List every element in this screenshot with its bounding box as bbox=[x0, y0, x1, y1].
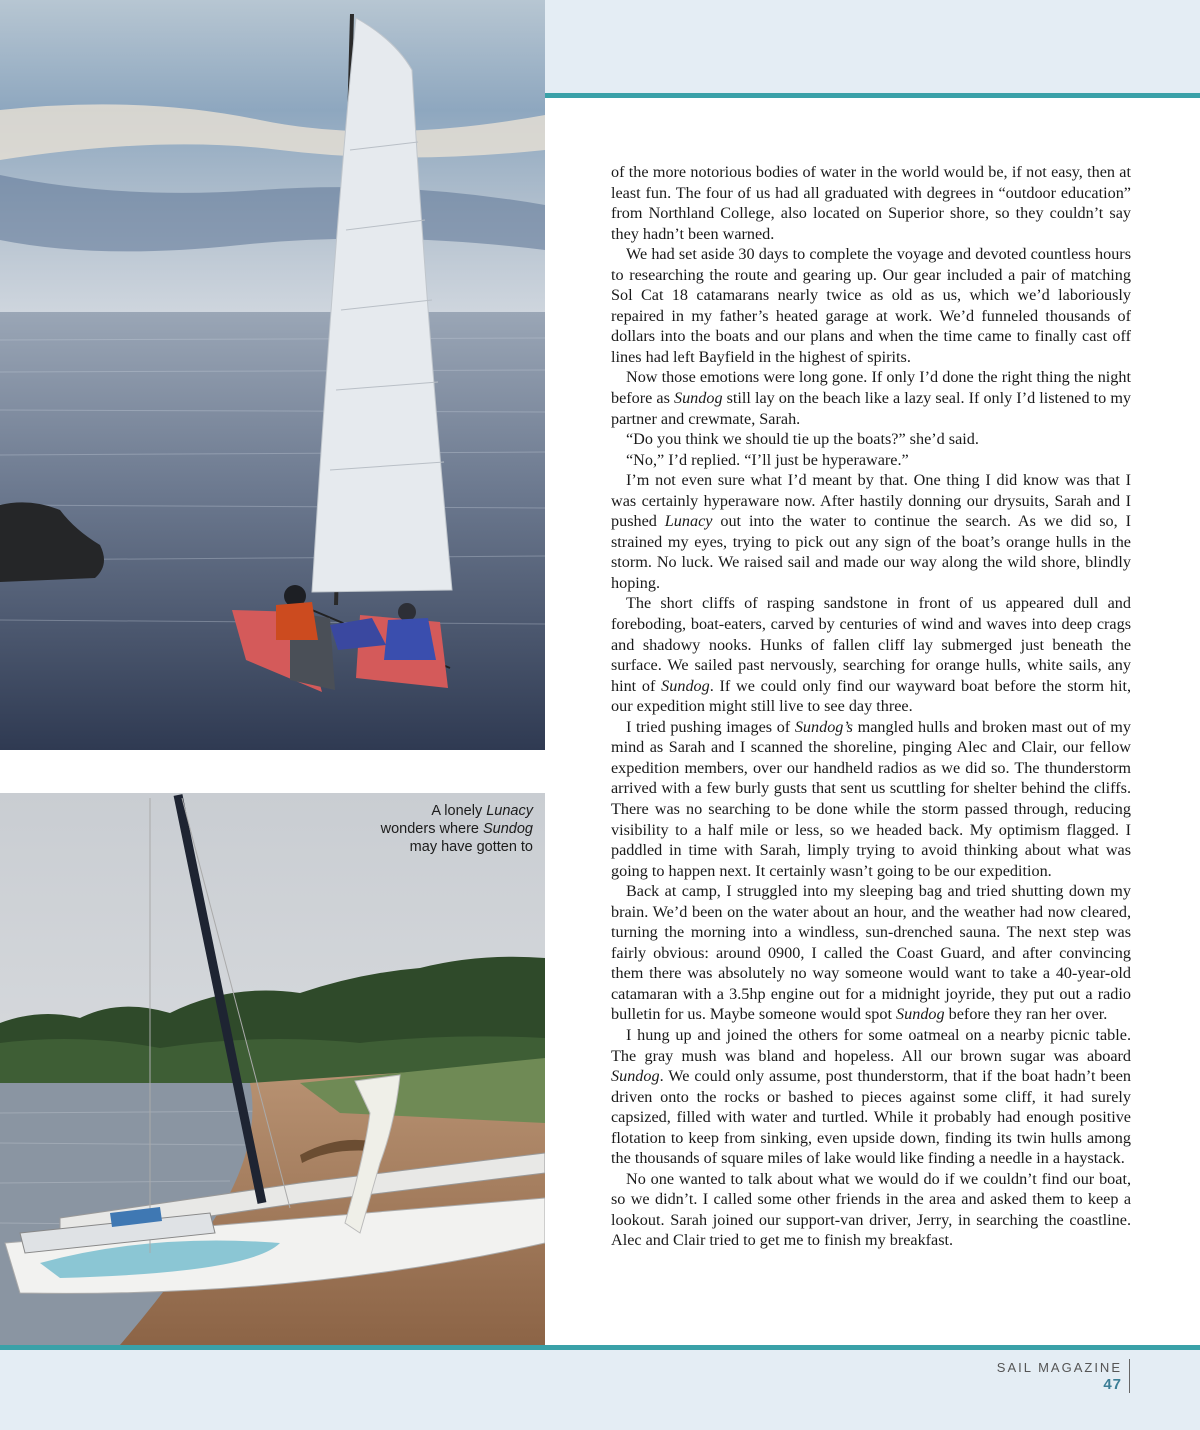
article-paragraph: of the more notorious bodies of water in the world would be, if not easy, then at least fun. The four of us had all graduated with degrees in “outdoor education” from Northland College, also located on Superior shore, so they couldn’t say they hadn’t been warned. bbox=[611, 163, 1131, 243]
photo-catamaran-sailing-at-dusk bbox=[0, 0, 545, 750]
article-paragraph: I’m not even sure what I’d meant by that. One thing I did know was that I was certainly hyperaware now. After hastily donning our drysuits, Sarah and I pushed Lunacy out into the water to continue the search. As we did so, I strained my eyes, trying to pick out any sign of the boat’s orange hulls in the storm. No luck. We raised sail and made our way along the wild shore, blindly hoping. bbox=[611, 471, 1131, 592]
page-number: 47 bbox=[1103, 1376, 1122, 1393]
article-paragraph: Now those emotions were long gone. If only I’d done the right thing the night before as Sundog still lay on the beach like a lazy seal. If only I’d listened to my partner and crewmate, Sarah. bbox=[611, 368, 1131, 428]
photo-catamaran-on-beach bbox=[0, 793, 545, 1345]
article-paragraph: “No,” I’d replied. “I’ll just be hyperaware.” bbox=[626, 450, 909, 469]
article-paragraph: The short cliffs of rasping sandstone in front of us appeared dull and foreboding, boat-eaters, carved by centuries of wind and waves into deep crags and shadowy nooks. Hunks of fallen cliff lay submerged just beneath the surface. We sailed past nervously, searching for orange hulls, white sails, any hint of Sundog. If we could only find our wayward boat before the storm hit, our expedition might still live to see day three. bbox=[611, 594, 1132, 716]
article-paragraph: I tried pushing images of Sundog’s mangled hulls and broken mast out of my mind as Sarah and I scanned the shoreline, pinging Alec and Clair, our fellow expedition members, over our handheld radios as we did so. The thunderstorm arrived with a few burly gusts that sent us scuttling for shelter behind the cliffs. There was no searching to be done while the storm passed through, reducing visibility to a half mile or less, so we headed back. My optimism flagged. I paddled in time with Sarah, limply trying to avoid thinking about what was going to happen next. It certainly wasn’t going to be our expedition. bbox=[611, 717, 1131, 880]
article-paragraph: Back at camp, I struggled into my sleeping bag and tried shutting down my brain. We’d been on the water about an hour, and the weather had now cleared, turning the morning into a windless, sun-drenched sauna. The next step was fairly obvious: around 0900, I called the Coast Guard, and after convincing them there was absolutely no way someone would want to take a 40-year-old catamaran with a 3.5hp engine out for a midnight joyride, they put out a radio bulletin for us. Maybe someone would spot Sundog before they ran her over. bbox=[611, 882, 1131, 1024]
article-body bbox=[611, 162, 1131, 1251]
magazine-name: SAIL MAGAZINE bbox=[996, 1360, 1122, 1375]
article-paragraph: No one wanted to talk about what we would do if we couldn’t find our boat, so we didn’t. I called some other friends in the area and asked them to keep a lookout. Sarah joined our support-van driver, Jerry, in searching the coastline. Alec and Clair tried to get me to finish my breakfast. bbox=[611, 1169, 1131, 1250]
article-paragraph: I hung up and joined the others for some oatmeal on a nearby picnic table. The gray mush was bland and hopeless. All our brown sugar was aboard Sundog. We could only assume, post thunderstorm, that if the boat hadn’t been driven onto the rocks or bashed to pieces against some cliff, it had surely capsized, filled with water and turtled. While it probably had enough positive flotation to keep from sinking, even upside down, finding its twin hulls among the thousands of square miles of lake would like finding a needle in a haystack. bbox=[611, 1025, 1131, 1168]
page-folio bbox=[997, 1359, 1130, 1393]
article-paragraph: “Do you think we should tie up the boats?” she’d said. bbox=[626, 430, 979, 449]
photo-caption: A lonely Lunacy wonders where Sundog may have gotten to bbox=[380, 803, 533, 855]
article-paragraph: We had set aside 30 days to complete the voyage and devoted countless hours to researching the route and gearing up. Our gear included a pair of matching Sol Cat 18 catamarans nearly twice as old as us, which we’d laboriously repaired in my father’s heated garage at work. We’d funneled thousands of dollars into the boats and our plans and when the time came to finally cast off lines had left Bayfield in the highest of spirits. bbox=[611, 245, 1131, 366]
